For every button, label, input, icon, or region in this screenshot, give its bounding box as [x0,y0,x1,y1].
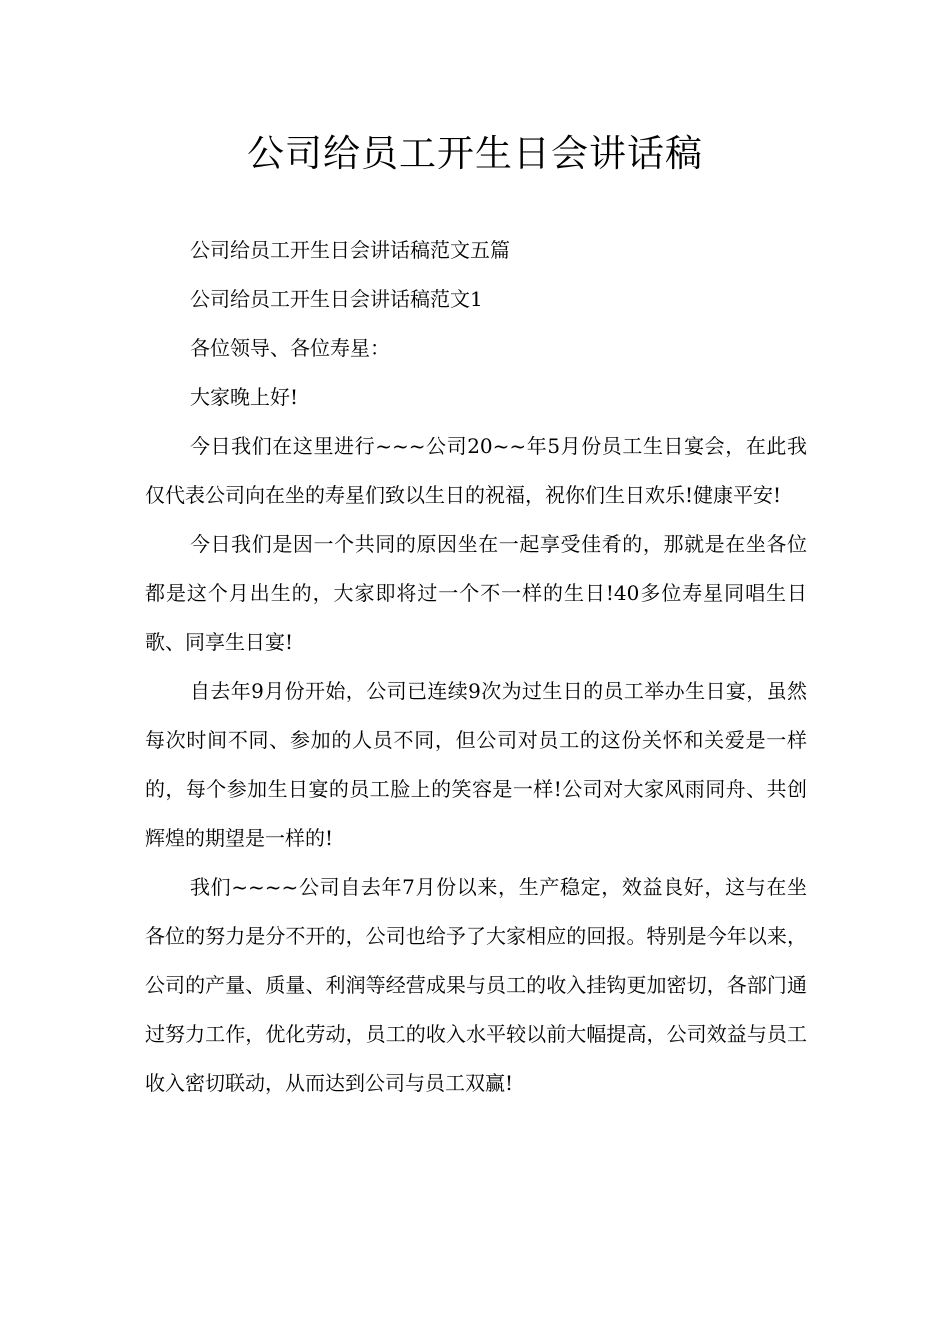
paragraph: 自去年9月份开始，公司已连续9次为过生日的员工举办生日宴，虽然每次时间不同、参加的人员不同，但公司对员工的这份关怀和关爱是一样的，每个参加生日宴的员工脸上的笑容是一样!公司对大家风雨同舟、共创辉煌的期望是一样的! [145,679,807,850]
paragraph-greeting: 大家晚上好! [190,385,299,409]
document-body [145,226,807,1108]
paragraph: 今日我们在这里进行~~~公司20~~年5月份员工生日宴会，在此我仅代表公司向在坐的寿星们致以生日的祝福，祝你们生日欢乐!健康平安! [145,434,807,507]
paragraph: 我们~~~~公司自去年7月份以来，生产稳定，效益良好，这与在坐各位的努力是分不开的，公司也给予了大家相应的回报。特别是今年以来，公司的产量、质量、利润等经营成果与员工的收入挂钩更加密切，各部门通过努力工作，优化劳动，员工的收入水平较以前大幅提高，公司效益与员工收入密切联动，从而达到公司与员工双赢! [145,875,807,1095]
paragraph-salutation: 各位领导、各位寿星： [190,336,390,360]
paragraph-heading: 公司给员工开生日会讲话稿范文1 [190,287,483,311]
document-title: 公司给员工开生日会讲话稿 [247,132,703,175]
paragraph: 今日我们是因一个共同的原因坐在一起享受佳肴的，那就是在坐各位都是这个月出生的，大家即将过一个不一样的生日!40多位寿星同唱生日歌、同享生日宴! [145,532,807,654]
paragraph-subtitle: 公司给员工开生日会讲话稿范文五篇 [190,238,510,262]
